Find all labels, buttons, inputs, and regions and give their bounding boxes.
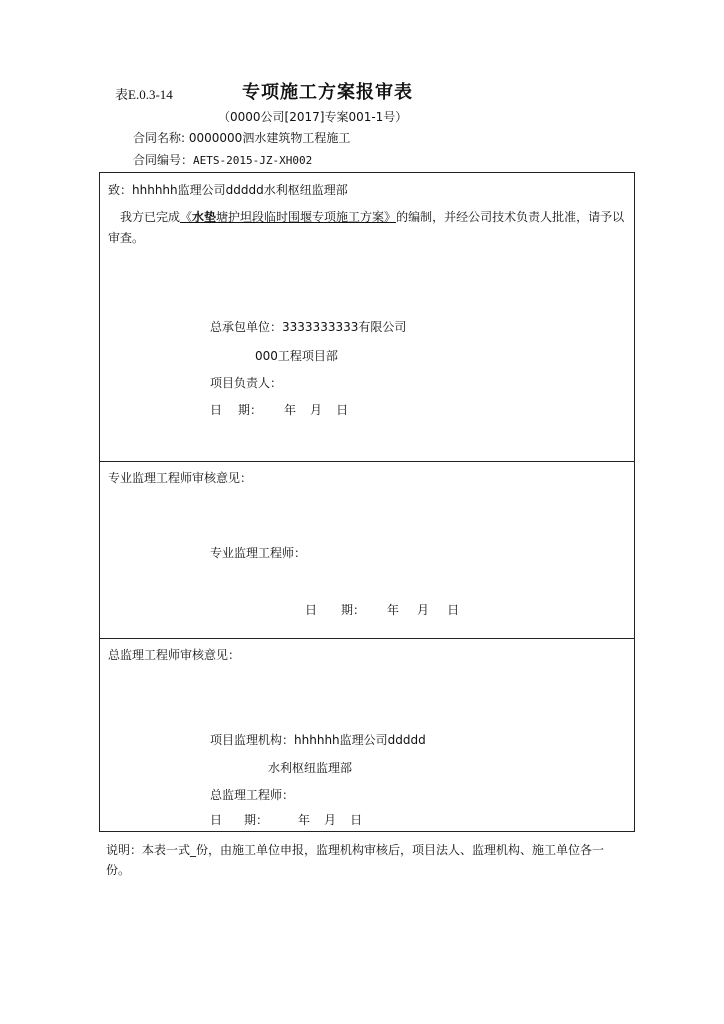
contractor-label: 总承包单位： xyxy=(210,320,283,334)
date-label-suffix: 期： xyxy=(244,813,269,827)
date-label: 日 xyxy=(210,403,223,417)
date-label-suffix: 期： xyxy=(238,403,263,417)
section-divider-1 xyxy=(100,461,634,462)
chief-engineer-label: 总监理工程师： xyxy=(210,788,295,802)
contract-name-label: 合同名称: xyxy=(133,131,186,145)
contractor-line xyxy=(210,318,406,335)
project-open: 《 xyxy=(180,210,193,224)
date-line-3 xyxy=(210,811,362,828)
project-dept: 000工程项目部 xyxy=(255,349,338,363)
page-title: 专项施工方案报审表 xyxy=(242,82,413,103)
form-number: 表E.0.3-14 xyxy=(115,87,173,102)
day-label: 日 xyxy=(336,403,349,417)
section-divider-2 xyxy=(100,638,634,639)
specialist-heading: 专业监理工程师审核意见： xyxy=(108,471,253,485)
month-label: 月 xyxy=(417,603,430,617)
project-bold: 水垫 xyxy=(192,210,217,224)
project-rest: 塘护坦段临时围堰专项施工方案》 xyxy=(216,210,397,224)
contractor-value: 3333333333有限公司 xyxy=(282,320,407,334)
supervision-org-value: hhhhhh监理公司ddddd xyxy=(294,733,426,747)
date-label: 日 xyxy=(210,813,223,827)
chief-heading: 总监理工程师审核意见： xyxy=(108,648,241,662)
contract-name xyxy=(133,129,350,146)
manager-label: 项目负责人： xyxy=(210,376,283,390)
para-after: 的编制，并经公司技术负责人批准，请予以审查。 xyxy=(108,210,625,245)
contract-number-value: AETS-2015-JZ-XH002 xyxy=(193,154,313,167)
supervision-org-value-2: 水利枢纽监理部 xyxy=(268,761,353,775)
date-label-suffix: 期： xyxy=(341,603,366,617)
month-label: 月 xyxy=(324,813,337,827)
submission-paragraph xyxy=(108,207,628,249)
specialist-engineer-label: 专业监理工程师： xyxy=(210,546,307,560)
contract-name-value: 0000000泗水建筑物工程施工 xyxy=(188,131,351,145)
contract-number xyxy=(133,151,312,168)
day-label: 日 xyxy=(447,603,460,617)
approval-form-table xyxy=(99,172,635,832)
footer-note: 说明：本表一式_份，由施工单位申报，监理机构审核后，项目法人、监理机构、施工单位各一份。 xyxy=(106,843,605,877)
contract-number-label: 合同编号： xyxy=(133,153,194,167)
month-label: 月 xyxy=(310,403,323,417)
date-line-2 xyxy=(305,601,459,618)
project-name xyxy=(180,210,396,224)
para-before: 我方已完成 xyxy=(120,210,181,224)
day-label: 日 xyxy=(350,813,363,827)
addressee-line: 致：hhhhhh监理公司ddddd水利枢纽监理部 xyxy=(108,183,348,197)
year-label: 年 xyxy=(387,603,400,617)
supervision-org-line xyxy=(210,731,426,748)
date-line-1 xyxy=(210,401,348,418)
year-label: 年 xyxy=(298,813,311,827)
year-label: 年 xyxy=(284,403,297,417)
document-number: （0000公司[2017]专案001-1号） xyxy=(218,110,408,124)
supervision-org-label: 项目监理机构： xyxy=(210,733,295,747)
date-label: 日 xyxy=(305,603,318,617)
